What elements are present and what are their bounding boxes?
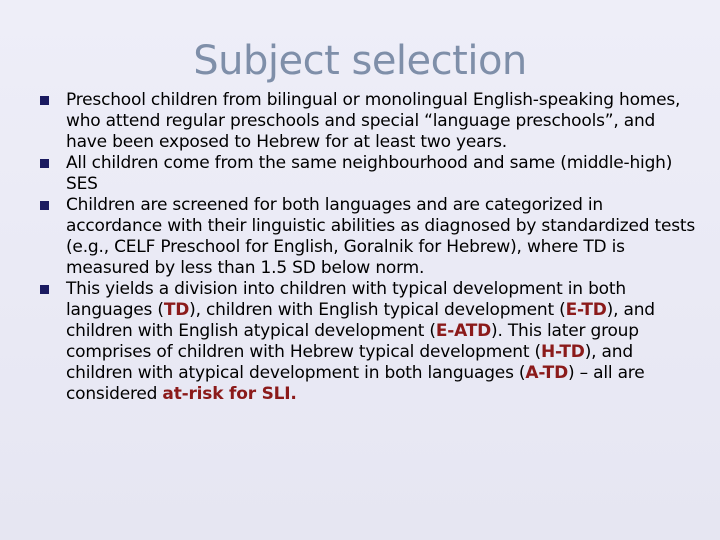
- slide-title: Subject selection: [193, 38, 527, 84]
- bullet-item: [40, 153, 700, 195]
- bullet-item: [40, 279, 700, 405]
- highlight-e-td: E-TD: [565, 300, 607, 320]
- highlight-at-risk: at-risk for SLI.: [162, 384, 297, 404]
- bullet-text-part: ) – all are considered: [66, 363, 645, 404]
- bullet-text-part: ), and children with English atypical development (: [66, 300, 655, 341]
- bullet-text: Children are screened for both languages and are categorized in accordance with their linguistic abilities as diagnosed by standardized tests (e.g., CELF Preschool for English, Goralnik for Hebrew), where TD is measured by less than 1.5 SD below norm.: [66, 195, 696, 278]
- bullet-list: [40, 90, 700, 405]
- bullet-item: [40, 195, 700, 279]
- highlight-h-td: H-TD: [541, 342, 585, 362]
- bullet-text: [66, 279, 655, 404]
- square-bullet-icon: [40, 285, 49, 294]
- bullet-text-part: ), children with English typical development (: [189, 300, 566, 320]
- square-bullet-icon: [40, 96, 49, 105]
- highlight-a-td: A-TD: [525, 363, 568, 383]
- highlight-td: TD: [163, 300, 190, 320]
- bullet-text-part: ). This later group comprises of children with Hebrew typical development (: [66, 321, 639, 362]
- square-bullet-icon: [40, 159, 49, 168]
- bullet-item: [40, 90, 700, 153]
- bullet-text: Preschool children from bilingual or monolingual English-speaking homes, who attend regular preschools and special “language preschools”, and have been exposed to Hebrew for at least two years.: [66, 90, 681, 152]
- bullet-text: All children come from the same neighbourhood and same (middle-high) SES: [66, 153, 673, 194]
- square-bullet-icon: [40, 201, 49, 210]
- bullet-text-part: This yields a division into children with typical development in both languages (: [66, 279, 626, 320]
- bullet-text-part: ), and children with atypical development in both languages (: [66, 342, 633, 383]
- highlight-e-atd: E-ATD: [435, 321, 492, 341]
